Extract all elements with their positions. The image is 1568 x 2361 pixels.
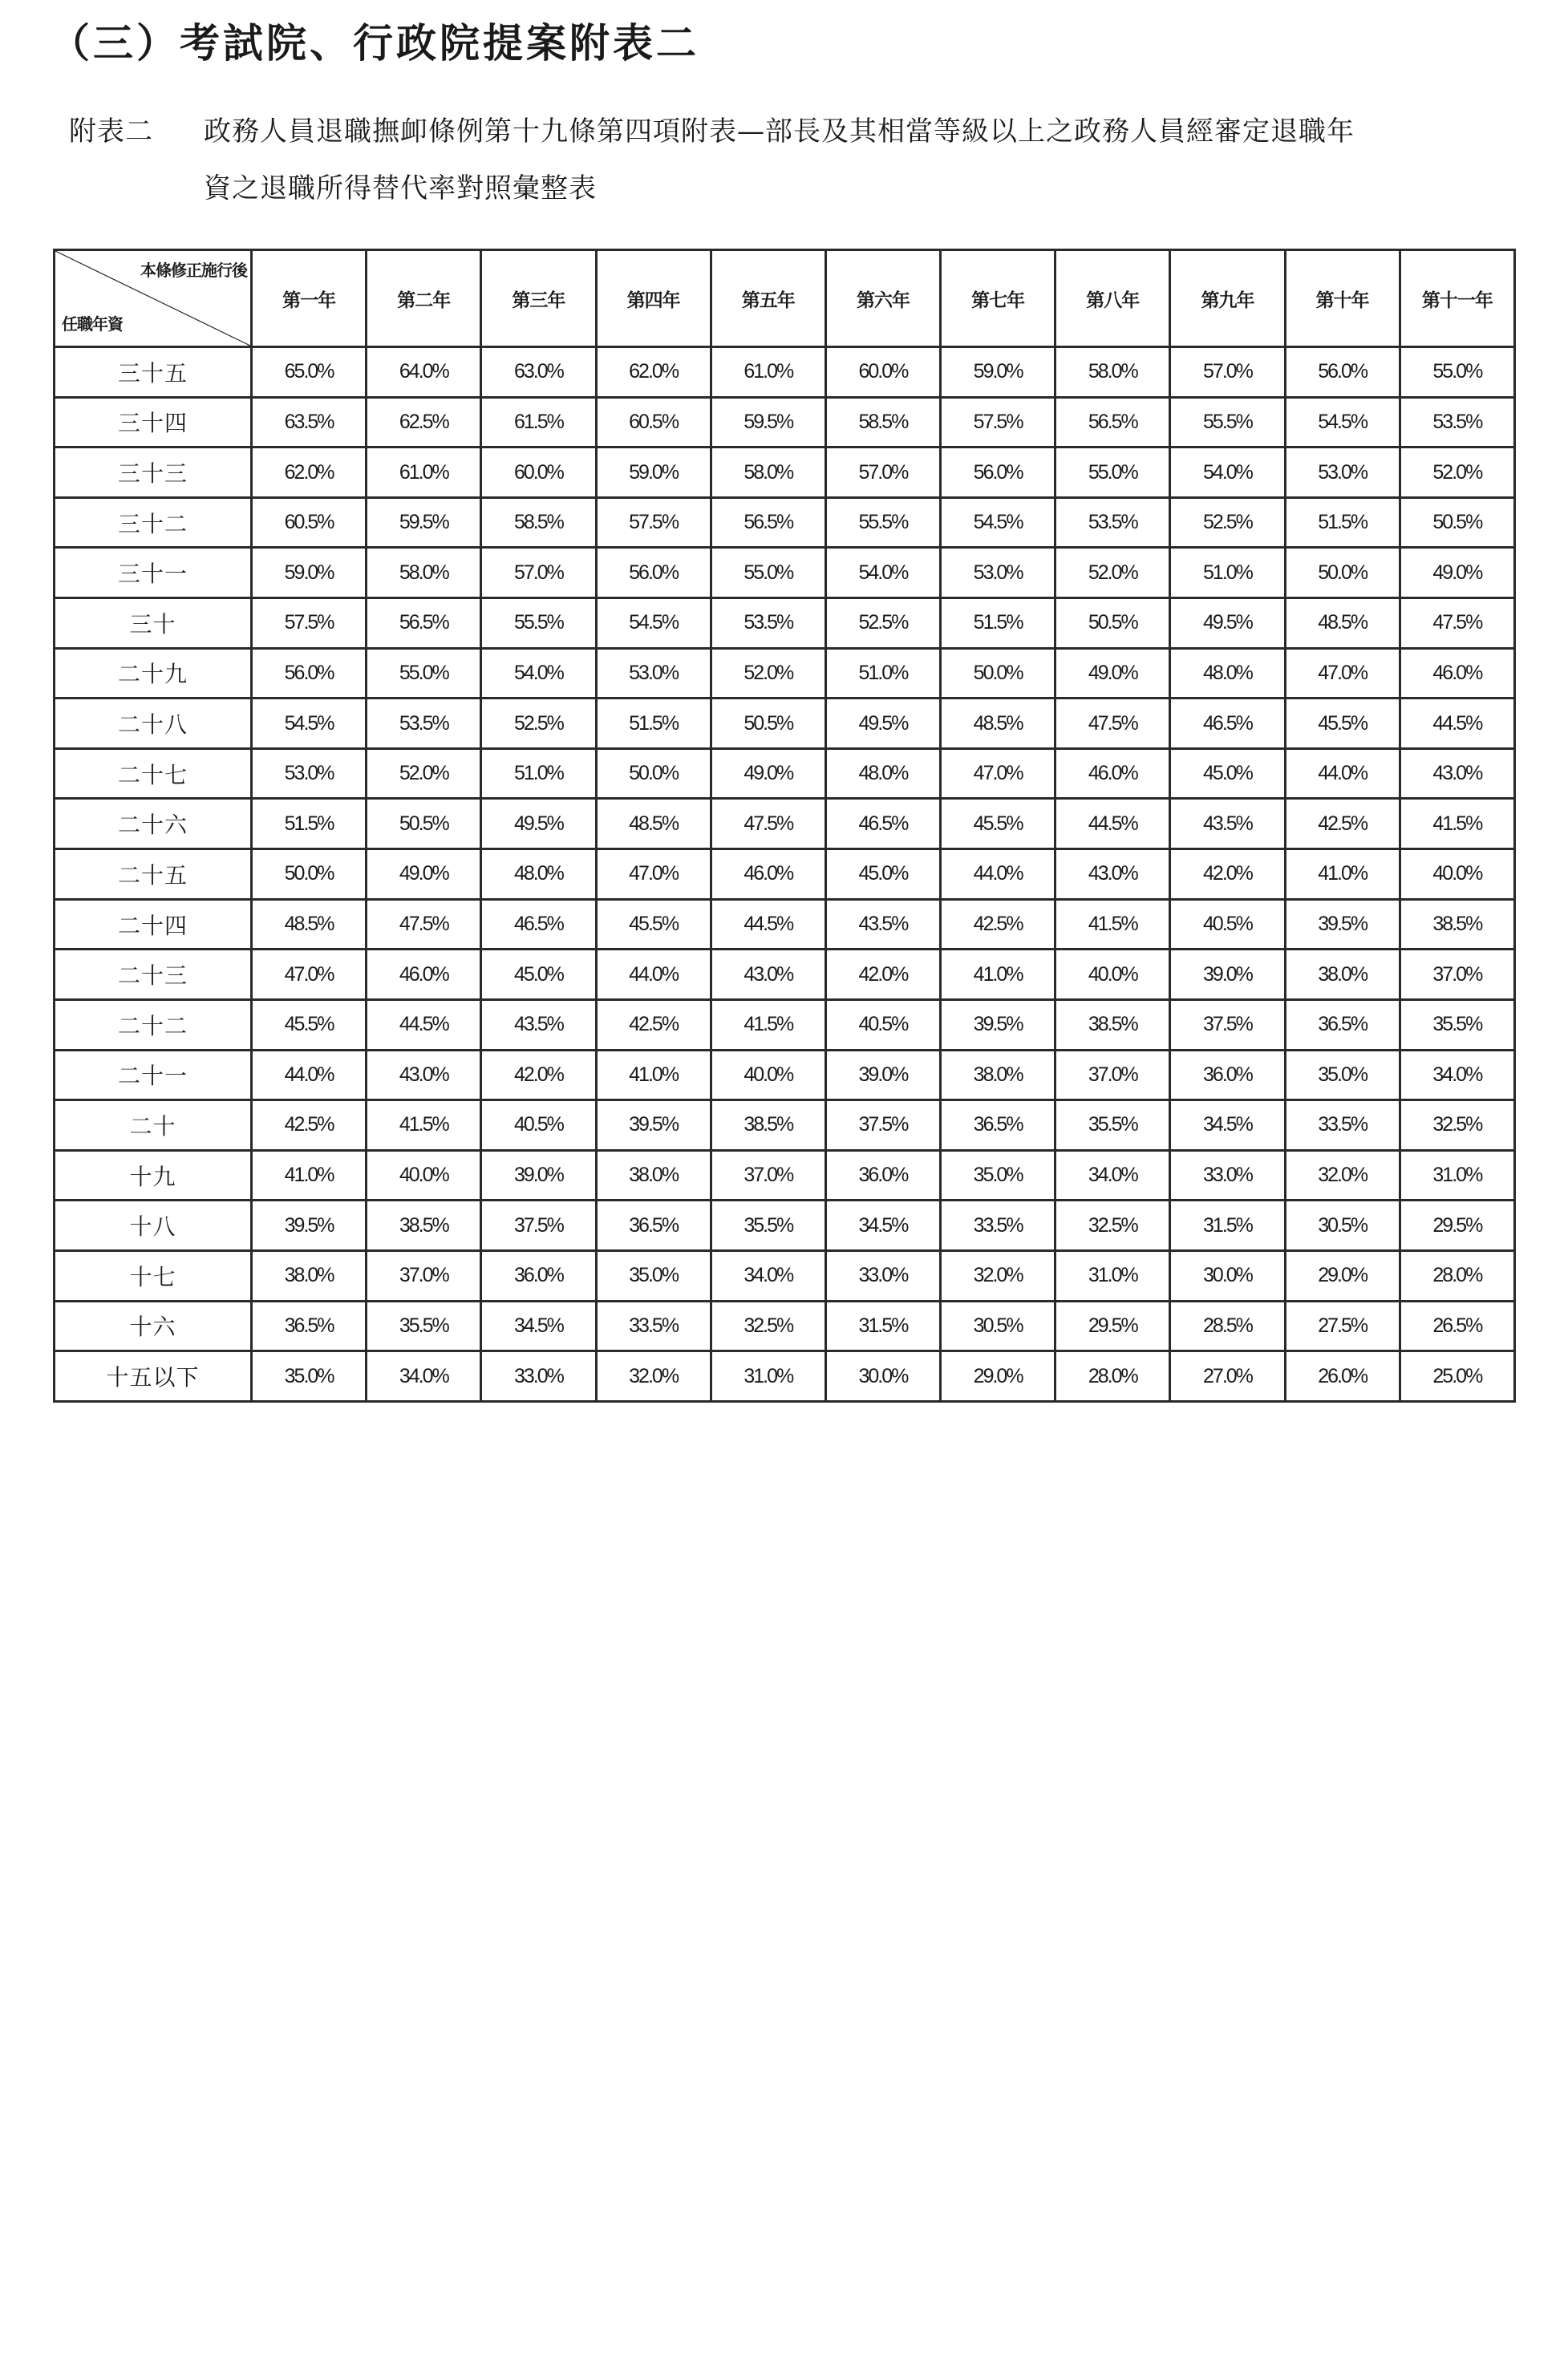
replacement-rate-table — [53, 249, 1516, 1403]
rate-cell: 58.5% — [481, 497, 596, 548]
rate-cell: 44.5% — [711, 899, 825, 950]
rate-cell: 38.0% — [252, 1250, 367, 1301]
rate-cell: 41.5% — [1055, 899, 1170, 950]
rate-cell: 59.0% — [252, 548, 367, 598]
rate-cell: 47.5% — [367, 899, 481, 950]
table-row — [55, 899, 1515, 950]
rate-cell: 38.5% — [1055, 999, 1170, 1050]
caption-title-line1: 政務人員退職撫卹條例第十九條第四項附表—部長及其相當等級以上之政務人員經審定退職年 — [204, 115, 1355, 148]
rate-cell: 55.5% — [481, 598, 596, 649]
rate-cell: 35.0% — [1285, 1050, 1400, 1100]
rate-cell: 29.0% — [1285, 1250, 1400, 1301]
tenure-label: 十六 — [55, 1301, 252, 1351]
rate-cell: 52.0% — [711, 648, 825, 699]
tenure-label: 十九 — [55, 1150, 252, 1201]
rate-cell: 61.0% — [367, 447, 481, 498]
table-row — [55, 1250, 1515, 1301]
rate-cell: 44.0% — [252, 1050, 367, 1100]
rate-cell: 45.5% — [252, 999, 367, 1050]
rate-cell: 38.0% — [1285, 950, 1400, 1000]
rate-cell: 59.5% — [367, 497, 481, 548]
table-row — [55, 699, 1515, 749]
year-header: 第五年 — [711, 250, 825, 347]
rate-cell: 37.5% — [481, 1201, 596, 1251]
rate-cell: 42.5% — [252, 1100, 367, 1151]
rate-cell: 45.5% — [1285, 699, 1400, 749]
rate-cell: 54.5% — [252, 699, 367, 749]
year-header: 第九年 — [1170, 250, 1285, 347]
rate-cell: 35.5% — [1400, 999, 1514, 1050]
table-body — [55, 347, 1515, 1402]
tenure-label: 三十 — [55, 598, 252, 649]
table-row — [55, 1100, 1515, 1151]
rate-cell: 39.0% — [825, 1050, 940, 1100]
rate-cell: 52.5% — [825, 598, 940, 649]
table-row — [55, 1201, 1515, 1251]
rate-cell: 48.5% — [596, 799, 711, 849]
rate-cell: 46.5% — [825, 799, 940, 849]
rate-cell: 44.0% — [941, 849, 1055, 900]
rate-cell: 29.0% — [941, 1351, 1055, 1402]
rate-cell: 39.5% — [941, 999, 1055, 1050]
rate-cell: 37.5% — [1170, 999, 1285, 1050]
tenure-label: 二十八 — [55, 699, 252, 749]
rate-cell: 42.5% — [941, 899, 1055, 950]
rate-cell: 42.0% — [1170, 849, 1285, 900]
rate-cell: 57.0% — [1170, 347, 1285, 398]
rate-cell: 48.5% — [941, 699, 1055, 749]
rate-cell: 60.0% — [481, 447, 596, 498]
rate-cell: 42.5% — [596, 999, 711, 1050]
tenure-label: 二十一 — [55, 1050, 252, 1100]
table-row — [55, 950, 1515, 1000]
table-row — [55, 799, 1515, 849]
rate-cell: 40.0% — [1400, 849, 1514, 900]
table-row — [55, 497, 1515, 548]
rate-cell: 36.5% — [252, 1301, 367, 1351]
tenure-label: 二十四 — [55, 899, 252, 950]
rate-cell: 53.5% — [1400, 397, 1514, 447]
rate-cell: 50.0% — [252, 849, 367, 900]
rate-cell: 56.0% — [941, 447, 1055, 498]
tenure-label: 二十七 — [55, 748, 252, 799]
rate-cell: 37.5% — [825, 1100, 940, 1151]
rate-cell: 43.5% — [1170, 799, 1285, 849]
rate-cell: 46.5% — [1170, 699, 1285, 749]
rate-cell: 31.5% — [1170, 1201, 1285, 1251]
rate-cell: 43.0% — [1055, 849, 1170, 900]
rate-cell: 59.0% — [596, 447, 711, 498]
table-row — [55, 1050, 1515, 1100]
rate-cell: 56.0% — [252, 648, 367, 699]
rate-cell: 34.5% — [825, 1201, 940, 1251]
rate-cell: 34.5% — [1170, 1100, 1285, 1151]
rate-cell: 62.0% — [596, 347, 711, 398]
rate-cell: 46.0% — [1400, 648, 1514, 699]
page-heading: （三）考試院、行政院提案附表二 — [50, 19, 699, 67]
rate-cell: 35.5% — [1055, 1100, 1170, 1151]
rate-cell: 47.0% — [252, 950, 367, 1000]
rate-cell: 47.5% — [1055, 699, 1170, 749]
tenure-label: 二十三 — [55, 950, 252, 1000]
rate-cell: 45.5% — [941, 799, 1055, 849]
rate-cell: 65.0% — [252, 347, 367, 398]
rate-cell: 34.5% — [481, 1301, 596, 1351]
tenure-label: 二十九 — [55, 648, 252, 699]
rate-cell: 52.0% — [1055, 548, 1170, 598]
rate-cell: 43.0% — [711, 950, 825, 1000]
rate-cell: 62.5% — [367, 397, 481, 447]
rate-cell: 49.0% — [1400, 548, 1514, 598]
rate-cell: 44.0% — [1285, 748, 1400, 799]
rate-cell: 41.0% — [941, 950, 1055, 1000]
rate-cell: 53.5% — [367, 699, 481, 749]
year-header: 第七年 — [941, 250, 1055, 347]
rate-cell: 57.5% — [596, 497, 711, 548]
rate-cell: 54.5% — [941, 497, 1055, 548]
tenure-label: 三十五 — [55, 347, 252, 398]
rate-cell: 39.0% — [1170, 950, 1285, 1000]
rate-cell: 27.0% — [1170, 1351, 1285, 1402]
rate-cell: 51.5% — [596, 699, 711, 749]
rate-cell: 41.0% — [1285, 849, 1400, 900]
tenure-label: 十八 — [55, 1201, 252, 1251]
rate-cell: 48.0% — [481, 849, 596, 900]
table-row — [55, 999, 1515, 1050]
rate-cell: 47.0% — [596, 849, 711, 900]
rate-cell: 50.0% — [1285, 548, 1400, 598]
rate-cell: 31.0% — [1055, 1250, 1170, 1301]
rate-cell: 38.0% — [941, 1050, 1055, 1100]
rate-cell: 38.0% — [596, 1150, 711, 1201]
rate-cell: 31.5% — [825, 1301, 940, 1351]
rate-cell: 31.0% — [1400, 1150, 1514, 1201]
rate-cell: 41.5% — [1400, 799, 1514, 849]
rate-cell: 50.5% — [1400, 497, 1514, 548]
rate-cell: 43.5% — [481, 999, 596, 1050]
rate-cell: 54.0% — [825, 548, 940, 598]
rate-cell: 54.0% — [481, 648, 596, 699]
rate-cell: 52.0% — [367, 748, 481, 799]
table-header-row — [55, 250, 1515, 347]
rate-cell: 51.5% — [1285, 497, 1400, 548]
rate-cell: 33.0% — [825, 1250, 940, 1301]
caption-label: 附表二 — [69, 115, 153, 148]
rate-cell: 30.5% — [1285, 1201, 1400, 1251]
rate-cell: 52.5% — [481, 699, 596, 749]
rate-cell: 55.0% — [367, 648, 481, 699]
rate-cell: 29.5% — [1400, 1201, 1514, 1251]
tenure-label: 三十二 — [55, 497, 252, 548]
rate-cell: 44.5% — [1055, 799, 1170, 849]
rate-cell: 32.5% — [1400, 1100, 1514, 1151]
rate-cell: 50.5% — [711, 699, 825, 749]
rate-cell: 51.5% — [941, 598, 1055, 649]
rate-cell: 43.0% — [1400, 748, 1514, 799]
table-row — [55, 748, 1515, 799]
year-header: 第四年 — [596, 250, 711, 347]
rate-cell: 38.5% — [711, 1100, 825, 1151]
year-header: 第八年 — [1055, 250, 1170, 347]
rate-cell: 40.5% — [481, 1100, 596, 1151]
rate-cell: 39.5% — [252, 1201, 367, 1251]
tenure-label: 十五以下 — [55, 1351, 252, 1402]
table-row — [55, 648, 1515, 699]
rate-cell: 32.0% — [941, 1250, 1055, 1301]
year-header: 第十一年 — [1400, 250, 1514, 347]
rate-cell: 47.5% — [1400, 598, 1514, 649]
rate-cell: 63.0% — [481, 347, 596, 398]
rate-cell: 53.0% — [941, 548, 1055, 598]
rate-cell: 36.5% — [1285, 999, 1400, 1050]
rate-cell: 48.0% — [1170, 648, 1285, 699]
rate-cell: 40.0% — [1055, 950, 1170, 1000]
rate-cell: 52.5% — [1170, 497, 1285, 548]
rate-cell: 63.5% — [252, 397, 367, 447]
rate-cell: 45.0% — [1170, 748, 1285, 799]
rate-cell: 54.5% — [596, 598, 711, 649]
year-header: 第六年 — [825, 250, 940, 347]
rate-cell: 34.0% — [367, 1351, 481, 1402]
rate-cell: 57.0% — [825, 447, 940, 498]
rate-cell: 57.5% — [941, 397, 1055, 447]
rate-cell: 37.0% — [1055, 1050, 1170, 1100]
rate-cell: 59.0% — [941, 347, 1055, 398]
rate-cell: 58.0% — [367, 548, 481, 598]
rate-cell: 49.0% — [711, 748, 825, 799]
rate-cell: 46.0% — [711, 849, 825, 900]
rate-cell: 62.0% — [252, 447, 367, 498]
rate-cell: 40.5% — [1170, 899, 1285, 950]
rate-cell: 29.5% — [1055, 1301, 1170, 1351]
rate-cell: 48.5% — [252, 899, 367, 950]
tenure-label: 二十六 — [55, 799, 252, 849]
rate-cell: 34.0% — [1055, 1150, 1170, 1201]
rate-cell: 46.5% — [481, 899, 596, 950]
rate-cell: 41.5% — [367, 1100, 481, 1151]
rate-cell: 55.0% — [1400, 347, 1514, 398]
rate-cell: 55.5% — [825, 497, 940, 548]
rate-cell: 42.0% — [825, 950, 940, 1000]
rate-cell: 35.0% — [252, 1351, 367, 1402]
rate-cell: 46.0% — [367, 950, 481, 1000]
rate-cell: 31.0% — [711, 1351, 825, 1402]
rate-cell: 38.5% — [1400, 899, 1514, 950]
rate-cell: 59.5% — [711, 397, 825, 447]
rate-cell: 50.5% — [1055, 598, 1170, 649]
rate-cell: 37.0% — [367, 1250, 481, 1301]
rate-cell: 58.0% — [711, 447, 825, 498]
rate-cell: 51.5% — [252, 799, 367, 849]
rate-cell: 53.0% — [252, 748, 367, 799]
tenure-label: 二十 — [55, 1100, 252, 1151]
year-header: 第十年 — [1285, 250, 1400, 347]
rate-cell: 41.0% — [596, 1050, 711, 1100]
rate-cell: 57.5% — [252, 598, 367, 649]
year-header: 第二年 — [367, 250, 481, 347]
rate-cell: 32.5% — [1055, 1201, 1170, 1251]
rate-cell: 60.5% — [596, 397, 711, 447]
rate-cell: 28.0% — [1400, 1250, 1514, 1301]
rate-cell: 37.0% — [711, 1150, 825, 1201]
tenure-label: 十七 — [55, 1250, 252, 1301]
rate-cell: 30.0% — [825, 1351, 940, 1402]
caption-title-line2: 資之退職所得替代率對照彙整表 — [204, 172, 597, 205]
rate-cell: 53.0% — [1285, 447, 1400, 498]
rate-cell: 35.5% — [367, 1301, 481, 1351]
rate-cell: 30.0% — [1170, 1250, 1285, 1301]
rate-cell: 56.0% — [1285, 347, 1400, 398]
rate-cell: 49.0% — [1055, 648, 1170, 699]
rate-cell: 36.0% — [1170, 1050, 1285, 1100]
table-row — [55, 548, 1515, 598]
table-row — [55, 598, 1515, 649]
rate-cell: 36.5% — [596, 1201, 711, 1251]
rate-cell: 55.0% — [1055, 447, 1170, 498]
rate-cell: 44.5% — [1400, 699, 1514, 749]
rate-cell: 40.5% — [825, 999, 940, 1050]
rate-cell: 49.0% — [367, 849, 481, 900]
rate-cell: 37.0% — [1400, 950, 1514, 1000]
rate-cell: 60.5% — [252, 497, 367, 548]
rate-cell: 33.0% — [1170, 1150, 1285, 1201]
rate-cell: 50.5% — [367, 799, 481, 849]
rate-cell: 51.0% — [825, 648, 940, 699]
tenure-label: 二十五 — [55, 849, 252, 900]
rate-cell: 41.0% — [252, 1150, 367, 1201]
table-row — [55, 397, 1515, 447]
rate-cell: 56.5% — [1055, 397, 1170, 447]
tenure-label: 二十二 — [55, 999, 252, 1050]
rate-cell: 36.5% — [941, 1100, 1055, 1151]
rate-cell: 43.0% — [367, 1050, 481, 1100]
rate-cell: 30.5% — [941, 1301, 1055, 1351]
rate-cell: 40.0% — [367, 1150, 481, 1201]
rate-cell: 64.0% — [367, 347, 481, 398]
table-row — [55, 1150, 1515, 1201]
rate-cell: 33.5% — [596, 1301, 711, 1351]
rate-cell: 39.5% — [1285, 899, 1400, 950]
rate-cell: 55.5% — [1170, 397, 1285, 447]
rate-cell: 33.5% — [1285, 1100, 1400, 1151]
rate-cell: 36.0% — [481, 1250, 596, 1301]
rate-cell: 46.0% — [1055, 748, 1170, 799]
rate-cell: 40.0% — [711, 1050, 825, 1100]
rate-cell: 28.5% — [1170, 1301, 1285, 1351]
rate-cell: 58.0% — [1055, 347, 1170, 398]
rate-cell: 34.0% — [711, 1250, 825, 1301]
rate-cell: 48.0% — [825, 748, 940, 799]
rate-cell: 54.5% — [1285, 397, 1400, 447]
rate-cell: 53.5% — [1055, 497, 1170, 548]
corner-header-cell — [55, 250, 252, 347]
rate-cell: 32.0% — [596, 1351, 711, 1402]
tenure-label: 三十三 — [55, 447, 252, 498]
rate-cell: 51.0% — [481, 748, 596, 799]
rate-cell: 35.0% — [596, 1250, 711, 1301]
rate-cell: 45.0% — [481, 950, 596, 1000]
rate-cell: 61.0% — [711, 347, 825, 398]
rate-cell: 32.5% — [711, 1301, 825, 1351]
table-row — [55, 1301, 1515, 1351]
tenure-label: 三十四 — [55, 397, 252, 447]
rate-cell: 45.5% — [596, 899, 711, 950]
rate-cell: 28.0% — [1055, 1351, 1170, 1402]
rate-cell: 33.0% — [481, 1351, 596, 1402]
table-row — [55, 1351, 1515, 1402]
rate-cell: 42.5% — [1285, 799, 1400, 849]
rate-cell: 32.0% — [1285, 1150, 1400, 1201]
rate-cell: 55.0% — [711, 548, 825, 598]
year-header: 第三年 — [481, 250, 596, 347]
rate-cell: 61.5% — [481, 397, 596, 447]
rate-cell: 25.0% — [1400, 1351, 1514, 1402]
rate-cell: 34.0% — [1400, 1050, 1514, 1100]
rate-cell: 43.5% — [825, 899, 940, 950]
rate-cell: 50.0% — [596, 748, 711, 799]
rate-cell: 53.5% — [711, 598, 825, 649]
rate-cell: 35.5% — [711, 1201, 825, 1251]
rate-cell: 33.5% — [941, 1201, 1055, 1251]
rate-cell: 35.0% — [941, 1150, 1055, 1201]
rate-cell: 36.0% — [825, 1150, 940, 1201]
rate-cell: 26.5% — [1400, 1301, 1514, 1351]
rate-cell: 52.0% — [1400, 447, 1514, 498]
table-row — [55, 447, 1515, 498]
rate-cell: 38.5% — [367, 1201, 481, 1251]
rate-cell: 56.5% — [711, 497, 825, 548]
rate-cell: 44.5% — [367, 999, 481, 1050]
rate-cell: 49.5% — [481, 799, 596, 849]
rate-cell: 56.0% — [596, 548, 711, 598]
rate-cell: 54.0% — [1170, 447, 1285, 498]
rate-cell: 39.5% — [596, 1100, 711, 1151]
rate-cell: 26.0% — [1285, 1351, 1400, 1402]
rate-cell: 47.0% — [1285, 648, 1400, 699]
rate-cell: 48.5% — [1285, 598, 1400, 649]
rate-cell: 41.5% — [711, 999, 825, 1050]
rate-cell: 56.5% — [367, 598, 481, 649]
corner-label-tenure: 任職年資 — [62, 316, 123, 334]
rate-cell: 47.0% — [941, 748, 1055, 799]
corner-label-period: 本條修正施行後 — [140, 262, 247, 280]
rate-cell: 53.0% — [596, 648, 711, 699]
rate-cell: 50.0% — [941, 648, 1055, 699]
rate-cell: 60.0% — [825, 347, 940, 398]
rate-cell: 49.5% — [1170, 598, 1285, 649]
rate-cell: 27.5% — [1285, 1301, 1400, 1351]
year-header: 第一年 — [252, 250, 367, 347]
rate-cell: 58.5% — [825, 397, 940, 447]
rate-cell: 57.0% — [481, 548, 596, 598]
rate-cell: 44.0% — [596, 950, 711, 1000]
rate-cell: 39.0% — [481, 1150, 596, 1201]
rate-cell: 49.5% — [825, 699, 940, 749]
table-row — [55, 849, 1515, 900]
rate-cell: 51.0% — [1170, 548, 1285, 598]
rate-cell: 42.0% — [481, 1050, 596, 1100]
rate-cell: 45.0% — [825, 849, 940, 900]
table-row — [55, 347, 1515, 398]
rate-cell: 47.5% — [711, 799, 825, 849]
table-caption — [69, 109, 1355, 205]
tenure-label: 三十一 — [55, 548, 252, 598]
